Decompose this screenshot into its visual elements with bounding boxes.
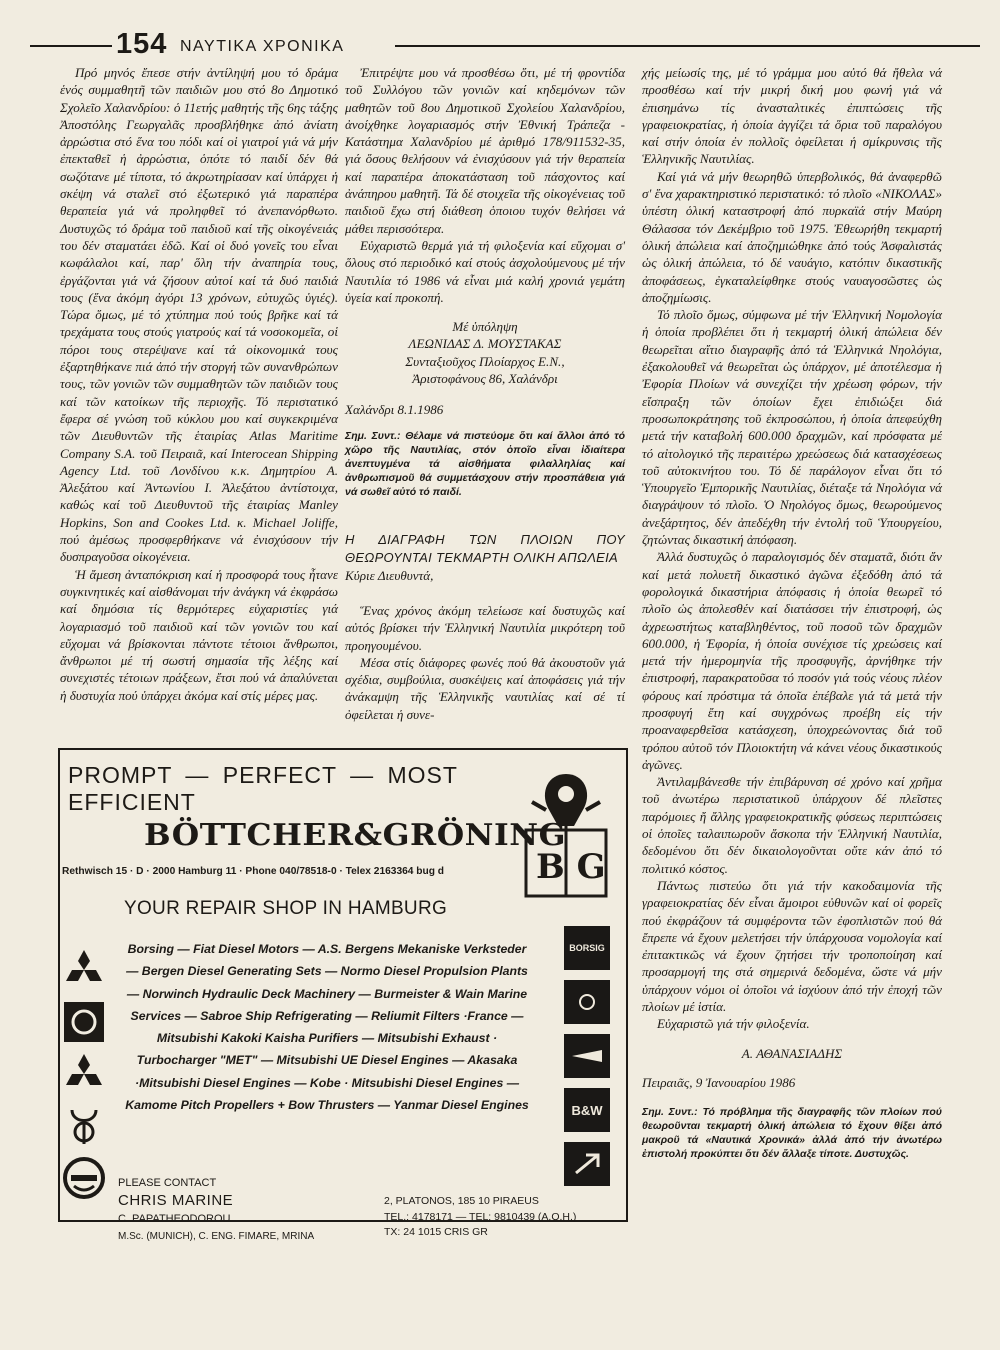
contact-person: C. PAPATHEODOROU <box>118 1213 231 1225</box>
col1-paragraph-2: Ἡ ἄμεση ἀνταπόκριση καί ἡ προσφορά τους ἦτανε συγκινητικές καί αἰσθάνομαι τήν ἀνάγκη νά ἐκφράσω καί δημόσια τίς θερμότερες εὐχαριστίες γιά λογαριασμό τοῦ παιδιοῦ καί τῶν γονιῶν του καί εὔχομαι νά βρίσκονται πάντοτε τέτοιοι ἄνθρωποι, ἄνθρωποι μέ τή σωστή σημασία τῆς λέξης καί συνεχιστές τέτοιων πράξεων, ἔτσι πού νά ἀπαλύνεται ἡ δυστυχία πού ὑπάρχει ἀκόμα καί στίς μέρες μας. <box>60 566 338 703</box>
letter1-editor-note: Σημ. Συντ.: Θέλαμε νά πιστεύομε ὅτι καί ἄλλοι ἀπό τό χῶρο τῆς Ναυτιλίας, στόν ὁποῖο εἶναι ἰδιαίτερα ἀνεπτυγμένα τά αἰσθήματα φιλαλληλίας καί ἀνθρωπισμοῦ θά συμμετάσχουν στήν προσπάθεια γιά νά σωθεῖ αὐτό τό παιδί. <box>345 429 625 498</box>
column-3 <box>642 64 942 1161</box>
letter1-author-address: Ἀριστοφάνους 86, Χαλάνδρι <box>412 371 558 387</box>
col2-paragraph-1: Ἐπιτρέψτε μου νά προσθέσω ὅτι, μέ τή φροντίδα τοῦ Συλλόγου τῶν γονιῶν καί κηδεμόνων τῶν μαθητῶν τοῦ 8ου Δημοτικοῦ Σχολείου Χαλανδρίου, ἀνοίχθηκε λογαριασμός στήν Ἐθνική Τράπεζα - Κατάστημα Χαλανδρίου μέ ἀριθμό 178/911532-35, γιά ὅσους θελήσουν νά ἐνισχύσουν γιά τήν θεραπεία καί παραπέρα ἀποκατάσταση τοῦ πάσχοντος καί ἀνάπηρου μαθητῆ. Τά δέ στοιχεῖα τῆς οἰκογένειας τοῦ παιδιοῦ ἔχω στή διάθεση ὁποιου τυχόν θελήσει νά μάθει περισσότερα. <box>345 65 625 236</box>
letter1-author: ΛΕΩΝΙΔΑΣ Δ. ΜΟΥΣΤΑΚΑΣ <box>408 336 562 352</box>
ad-services-list: Borsing — Fiat Diesel Motors — A.S. Bergens Mekaniske Verksteder — Bergen Diesel Generating Sets — Normo Diesel Propulsion Plants — Norwinch Hydraulic Deck Machinery — Burmeister & Wain Marine Services — Sabroe Ship Refrigerating — Reliumit Filters ·France — Mitsubishi Kakoki Kaisha Purifiers — Mitsubishi Exhaust · Turbocharger "MET" — Mitsubishi UE Diesel Engines — Akasaka ·Mitsubishi Diesel Engines — Kobe · Mitsubishi Diesel Engines — Kamome Pitch Propellers + Bow Thrusters — Yanmar Diesel Engines <box>125 942 529 1113</box>
mitsubishi-diamonds-icon <box>62 948 106 992</box>
col2-paragraph-3: Ἕνας χρόνος ἀκόμη τελείωσε καί δυστυχῶς καί αὐτός βρίσκει τήν Ἑλληνική Ναυτιλία μικρότερη τοῦ προηγουμένου. <box>345 602 625 653</box>
page-number: 154 <box>116 28 168 60</box>
contact-telephone: TEL.: 4178171 — TEL: 9810439 (A.O.H.) <box>384 1210 577 1223</box>
letter1-date: Χαλάνδρι 8.1.1986 <box>345 402 444 418</box>
anchor-rope-icon <box>62 1104 106 1148</box>
ad-brand-name: BÖTTCHER&GRÖNING <box>144 818 567 853</box>
page-header <box>30 28 980 64</box>
ad-contact-block <box>118 1174 388 1246</box>
contact-qualifications: M.Sc. (MUNICH), C. ENG. FIMARE, MRINA <box>118 1231 315 1242</box>
letter2-date: Πειραιᾶς, 9 Ἰανουαρίου 1986 <box>642 1074 796 1090</box>
letter2-salutation: Κύριε Διευθυντά, <box>345 567 434 583</box>
ad-left-logos <box>62 948 112 1208</box>
arrow-logo-icon <box>564 1142 610 1186</box>
header-rule-left <box>30 45 112 47</box>
col3-paragraph-1: χής μείωσίς της, μέ τό γράμμα μου αὐτό θά ἤθελα νά προσθέσω καί τήν μικρή δική μου φωνή γιά νά ἐπισημάνω τίς ἀνασταλτικές ἐπιπτώσεις τῆς γραφειοκρατίας, ἡ ὁποία ἀγγίζει τά ὅρια τοῦ παραλόγου καί στήν ὁποία ἐν πολλοῖς ὀφείλεται ἡ σμίκρυνσις τῆς Ἑλληνικῆς Ναυτιλίας. <box>642 65 942 167</box>
letter2-editor-note: Σημ. Συντ.: Τό πρόβλημα τῆς διαγραφῆς τῶν πλοίων πού θεωροῦνται τεκμαρτή ὁλική ἀπώλεια τό ἔχουν θίξει ἀπό μακροῦ τά «Ναυτικά Χρονικά» ἀλλά ἀπό τήν ἀνωτέρω ἐπιστολή προκύπτει ὅτι δέν ἄλλαξε τίποτε. Δυστυχῶς. <box>642 1106 942 1161</box>
engine-logo-icon <box>564 980 610 1024</box>
letter2-headline: Η ΔΙΑΓΡΑΦΗ ΤΩΝ ΠΛΟΙΩΝ ΠΟΥ ΘΕΩΡΟΥΝΤΑΙ ΤΕΚΜΑΡΤΗ ΟΛΙΚΗ ΑΠΩΛΕΙΑ <box>345 531 625 565</box>
contact-address: 2, PLATONOS, 185 10 PIRAEUS <box>384 1195 539 1207</box>
col1-paragraph-1: Πρό μηνός ἔπεσε στήν ἀντίληψή μου τό δράμα ἑνός συμμαθητῆ τῶν παιδιῶν μου στό 8ο Δημοτικό Σχολεῖο Χαλανδρίου: ὁ 11ετής μαθητής τῆς 6ης τάξης Ἀποστόλης Γεωργαλᾶς προσβλήθηκε ἀπό ἀνίατη ἀρρώστια στό ἕνα του πόδι καί οἱ γιατροί γιά νά μήν ἐπεκταθεῖ ἡ ἀρρώστια, ὁπότε τό παιδί δέν θά σωζότανε μέ τίποτα, τό ἀκρωτηρίασαν καί ὑπάρχει ἡ σκέψη νά σταλεῖ στό ἐξωτερικό γιά παραπέρα θεραπεία γιά νά προληφθεῖ τό ἀνεπανόρθωτο. Δυστυχῶς τό δράμα τοῦ παιδιοῦ καί τῆς οἰκογένειάς του δέν σταματάει ἐδῶ. Καί οἱ δυό γονεῖς του εἶναι κωφάλαλοι καί, παρ' ὅλη τήν ἀναπηρία τους, ἐργάζονται γιά νά ζήσουν αὐτοί καί τά δυό παιδιά τους (ἕνα ἀκόμη ἀγόρι 13 χρόνων, εὐτυχῶς ὑγιές). Τώρα ὅμως, μέ τό χτύπημα πού τούς βρῆκε καί τά τρεχάματα τους στούς γιατρούς καί τά νοσοκομεῖα, οἱ πόροι τους στερέψανε καί τά οἰκονομικά τους ἐξαρτηθήκανε πιά ἀπό τήν στοργή τῶν συνανθρώπων τους, τῶν γονιῶν τῶν συμμαθητῶν τῶν παιδιῶν τους καί τῶν κατοίκων τῆς περιοχῆς. Τό περιστατικό ἔφερα σέ γνώση τοῦ κύκλου μου καί συγκεκριμένα τῶν Διευθυντῶν τῆς ἑταιρίας Atlas Maritime Company S.A. τοῦ Πειραιᾶ, καί Interocean Shipping Agency Ltd. τοῦ Λονδίνου κ.κ. Δημητρίου Α. Ἀλεξάτου καί Ἀντωνίου Ι. Ἀλεξάτου ἀντίστοιχα, καθώς καί τοῦ Διευθυντοῦ τῆς ἑταιρίας Manley Hopkins, Son and Cookes Ltd. κ. Michael Joliffe, πού ἀμέσως προσφερθήκανε νά ἐνισχύσουν τήν δυσπραγοῦσα οἰκογένεια. <box>60 65 338 565</box>
col2-paragraph-4: Μέσα στίς διάφορες φωνές πού θά ἀκουστοῦν γιά σχέδια, συμβούλια, συσκέψεις καί ἀποφάσεις γιά τήν ἀνάκαμψη τῆς Ἑλληνικῆς ναυτιλίας καί σέ τί ὀφείλεται ἡ συνε- <box>345 654 625 722</box>
ad-slogan: PROMPT — PERFECT — MOST EFFICIENT <box>68 762 458 815</box>
gear-emblem-icon <box>62 1156 106 1200</box>
ad-company-address: Rethwisch 15 · D · 2000 Hamburg 11 · Phone 040/78518-0 · Telex 2163364 bug d <box>62 866 444 877</box>
letter1-author-title: Συνταξιοῦχος Πλοίαρχος Ε.Ν., <box>405 353 565 369</box>
column-1 <box>60 64 338 704</box>
contact-label: PLEASE CONTACT <box>118 1177 217 1189</box>
logo-letters: B G <box>536 847 606 887</box>
publication-name: ΝΑΥΤΙΚΑ ΧΡΟΝΙΚΑ <box>180 38 345 55</box>
contact-company: CHRIS MARINE <box>118 1192 234 1209</box>
letter2-author: Α. ΑΘΑΝΑΣΙΑΔΗΣ <box>741 1045 843 1061</box>
col3-paragraph-2: Καί γιά νά μήν θεωρηθῶ ὑπερβολικός, θά ἀναφερθῶ σ' ἕνα χαρακτηριστικό περιστατικό: τό πλοῖο «ΝΙΚΟΛΑΣ» ὑπέστη ὁλική καταστροφή ἀπό πυρκαϊά στήν Μαύρη Θάλασσα τόν Δεκέμβριο τοῦ 1975. Ἐθεωρήθη τεκμαρτή ὁλική ἀπώλεια καί ἀποζημιώθηκε ἀπό τούς Ἀσφαλιστάς ὡς ὁλική ἀπώλεια, τό δέ ναυάγιο, κατόπιν δικαστικῆς ἀποφάσεως, ἐγκαταλείφθηκε στούς ναυαγοσῶστες ὡς ἀποζημίωσις. <box>642 168 942 305</box>
header-rule-right <box>395 45 980 47</box>
contact-telex: TX: 24 1015 CRIS GR <box>384 1226 488 1238</box>
ad-right-logos <box>564 926 616 1196</box>
ad-contact-details <box>384 1194 624 1241</box>
col3-paragraph-3: Τό πλοῖο ὅμως, σύμφωνα μέ τήν Ἑλληνική Νομολογία ἡ ὁποία προβλέπει ὅτι ἡ τεκμαρτή ὁλική ἀπώλεια δέν θεωρεῖται αἴτιο διαγραφῆς ἀπό τά Ἑλληνικά Νηολόγια, ἐξακολουθεῖ νά θεωρεῖται ὡς ὑπάρχον, μέ ἀποτέλεσμα ἡ Ἐφορία Πλοίων νά συνεχίζει τήν χρέωση φόρων, τήν εἴσπραξη τῶν ὁποίων ἔχει ἐπιδιώξει διά προσωποκράτησης τοῦ ἐκπροσώπου, ἡ ὁποία ἀπεφεύχθη μετά τήν καταβολή 600.000 δραχμῶν, καί πρόσφατα μέ τό αἰτολογικό τῆς περαιτέρω χρεώσεως διά κατασχέσεως τοῦ αὐτοκινήτου του. Τό δέ παράλογον εἶναι ὅτι τό Ὑπουργεῖο Ἐμπορικῆς Ναυτιλίας, διέταξε τά Νηολόγια νά διαγράψουν τό πλοῖο. Ὁ Νηολόγος ὅμως, θεωρούμενος ἀνεξάρτητος, δέν ἀπεδέχθη τήν ἐντολή τοῦ Ὑπουργείου, ζητώντας δικαστική ἀπόφαση. <box>642 307 942 548</box>
advertisement <box>58 748 628 1242</box>
col3-paragraph-7: Εὐχαριστῶ γιά τήν φιλοξενία. <box>657 1016 810 1032</box>
column-2 <box>345 64 625 723</box>
letter1-closing: Μέ ὑπόληψη <box>452 319 518 335</box>
col3-paragraph-5: Ἀντιλαμβάνεσθε τήν ἐπιβάρυνση σέ χρόνο καί χρῆμα τοῦ ἀνωτέρω περιστατικοῦ ὑπάρχουν δέ πλεῖστες παρόμοιες ἤ ἄλλης γραφειοκρατικῆς φύσεως περιπτώσεις οἱ ὁποῖες ταλαιπωροῦν ἄσκοπα τήν Ἑλληνική Ναυτιλία, δεδομένου ὅτι δέν δικαιολογοῦνται οὔτε κάν ἀπό τό πολιτικό κόστος. <box>642 774 942 876</box>
col3-paragraph-6: Πάντως πιστεύω ὅτι γιά τήν κακοδαιμονία τῆς γραφειοκρατίας δέν εἶναι ἄμοιροι εὐθυνῶν καί οἱ φορεῖς πού ἐκφράζουν τά συμφέροντα τῶν ἐφοπλιστῶν πού θά ἔπρεπε νά ἔχουν μελετήσει τήν ὑπάρχουσα νομολογία καί ἐπιτακτικῶς νά ἔχουν ζητήσει τήν τροποποίηση καί προσαρμογή της στά σημερινά δεδομένα, ὥστε νά μήν ὑπάρχουν νόμοι οἱ ὁποῖοι νά ἰσχύουν ἀπό τήν ἐποχή τῶν πλοίων μέ ἱστία. <box>642 877 942 1015</box>
mitsubishi-diamonds-icon-2 <box>62 1052 106 1096</box>
propeller-logo-icon <box>564 1034 610 1078</box>
col3-paragraph-4: Ἀλλά δυστυχῶς ὁ παραλογισμός δέν σταματᾶ, διότι ἄν καί μετά πολυετῆ δικαστικό ἀγῶνα ἐξεδόθη ἀπό τά φορολογικά δικαστήρια ἀπόφασις ἡ ὁποία θεωρεῖ τό πλοῖο ὡς ἀπολεσθέν καί διατάσσει τήν ἐπιστροφή, ὡς ἀχρεωστήτως καταβληθέντος, τοῦ ποσοῦ τῶν δραχμῶν 600.000, ἡ Ἐφορία, ἡ ὁποία συνέχισε τίς χρεώσεις καί μετά τήν ἡμερομηνία τῆς προσφυγῆς, ἀρνήθηκε τήν ἐπιστροφή, παρακρατοῦσα τό ποσόν γιά τούς νέους πλέον φόρους καί πρόστιμα τά ὁποῖα ἐπέβαλε γιά τά μετά τήν προσφυγή ἔτη καί συγχρόνως προέβη εἰς τήν προαναφερθεῖσα κατάσχεση, ὑποχρεώνοντας διά τοῦ τρόπου αὐτοῦ τόν Πλοιοκτήτη νά κάνει νέους δικαστικούς ἀγῶνες. <box>642 549 942 772</box>
circle-emblem-icon <box>62 1000 106 1044</box>
bw-logo-icon: B&W <box>564 1088 610 1132</box>
borsig-logo-icon: BORSIG <box>564 926 610 970</box>
col2-paragraph-2: Εὐχαριστῶ θερμά γιά τή φιλοξενία καί εὔχομαι σ' ὅλους στό περιοδικό καί στούς ἀσχολούμενους μέ τήν Ναυτιλία τό 1986 νά εἶναι μιά καλή χρονιά γεμάτη ὑγεία καί προκοπή. <box>345 237 625 305</box>
ad-tagline: YOUR REPAIR SHOP IN HAMBURG <box>124 898 448 919</box>
